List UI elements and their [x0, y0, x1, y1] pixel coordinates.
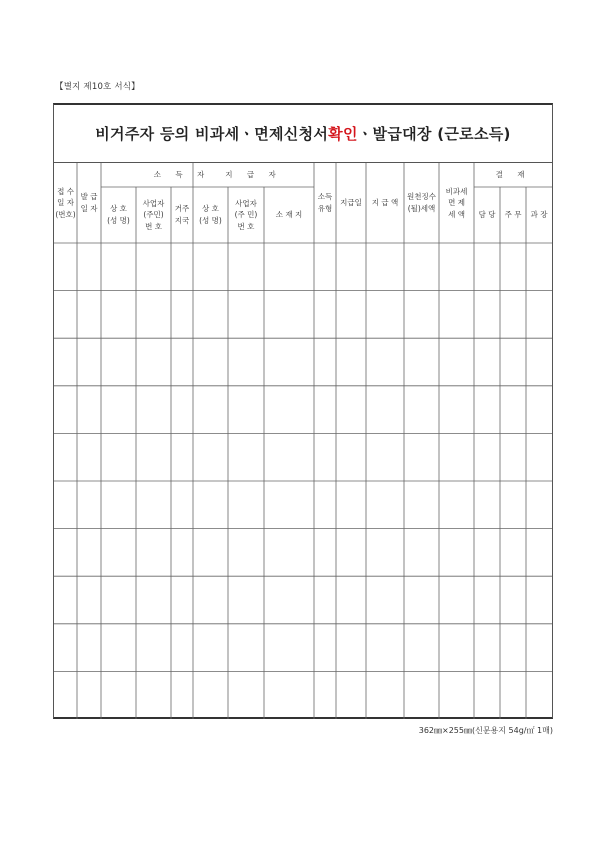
- col-approver-staff: 담 당: [478, 210, 496, 220]
- col-pay-amount: 지 급 액: [371, 198, 399, 208]
- col-earner-regno: 사업자 (주민) 번 호: [142, 198, 165, 231]
- col-residence-country: 거주 지국: [174, 204, 190, 225]
- group-approval: 결 재: [495, 170, 531, 180]
- form-label: 【별지 제10호 서식】: [55, 82, 140, 92]
- col-payer-name: 상 호 (성 명): [199, 204, 222, 225]
- col-pay-date: 지급일: [340, 198, 362, 208]
- register-grid: [54, 163, 552, 719]
- col-withholding-tax: 원천징수 (될)세액: [407, 192, 436, 213]
- col-receipt-date: 접 수 일 자 (번호): [55, 186, 76, 219]
- title-accent: 확인: [328, 125, 358, 143]
- col-approver-head: 과 장: [530, 210, 548, 220]
- register-form: [53, 103, 553, 719]
- col-earner-name: 상 호 (성 명): [107, 204, 130, 225]
- col-payer-address: 소 재 지: [275, 210, 303, 220]
- paper-spec-note: 362㎜×255㎜(신문용지 54g/㎡ 1매): [418, 726, 553, 735]
- title-main: 비거주자 등의 비과세ㆍ면제신청서: [95, 125, 329, 143]
- col-issue-date: 발 급 일 자: [80, 192, 98, 213]
- col-income-type: 소득 유형: [317, 192, 333, 213]
- form-title: [54, 105, 552, 163]
- col-approver-chief: 주 무: [504, 210, 522, 220]
- group-income-earner: 소 득 자: [153, 170, 211, 180]
- title-tail: ㆍ발급대장 (근로소득): [357, 125, 511, 143]
- col-exempt-tax: 비과세 면 제 세 액: [445, 186, 468, 219]
- col-payer-regno: 사업자 (주 민) 번 호: [234, 198, 258, 231]
- group-payer: 지 급 자: [225, 170, 282, 180]
